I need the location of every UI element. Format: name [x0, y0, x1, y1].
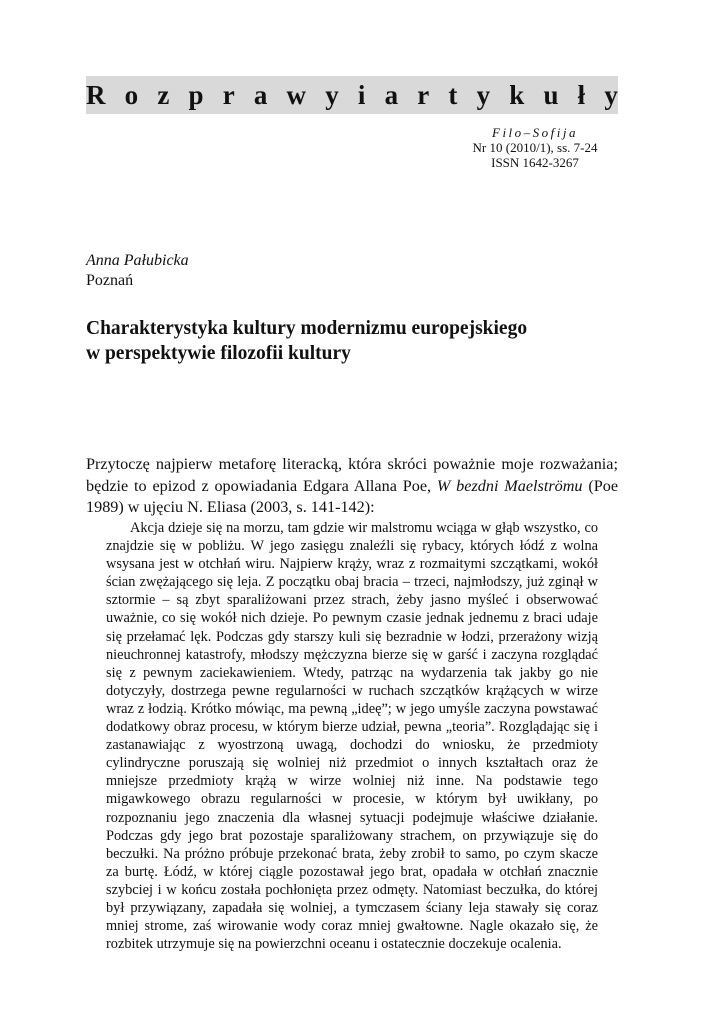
intro-paragraph — [86, 454, 618, 519]
intro-text-after: (Poe 1989) w ujęciu N. Eliasa (2003, s. 141-142): — [86, 476, 619, 516]
journal-info — [455, 125, 615, 170]
block-quote — [106, 519, 598, 953]
section-title-letter: u — [543, 80, 559, 110]
section-title-letter: y — [476, 80, 491, 110]
journal-issn: ISSN 1642-3267 — [491, 155, 579, 170]
section-title-letter: y — [325, 80, 339, 110]
section-title-letter: y — [604, 80, 618, 110]
intro-book-title: W bezdni Maelströmu — [436, 476, 583, 495]
section-title — [86, 79, 618, 111]
article-title-line-2: w perspektywie filozofii kultury — [86, 343, 351, 364]
section-title-letter: k — [509, 80, 525, 110]
journal-issue: Nr 10 (2010/1), ss. 7-24 — [472, 140, 598, 155]
section-title-letter: w — [286, 80, 307, 110]
section-title-letter: i — [357, 80, 366, 110]
author-name: Anna Pałubicka — [86, 252, 189, 269]
author-city: Poznań — [86, 272, 134, 289]
section-title-letter: r — [417, 80, 430, 110]
section-title-letter: p — [188, 80, 204, 110]
journal-name: Filo–Sofija — [492, 125, 578, 140]
section-title-letter: o — [124, 80, 139, 110]
section-title-letter: r — [222, 80, 235, 110]
article-title — [86, 316, 626, 366]
article-title-line-1: Charakterystyka kultury modernizmu europejskiego — [86, 318, 528, 339]
section-title-letter: t — [448, 80, 458, 110]
intro-text-before: Przytoczę najpierw metaforę literacką, która skróci poważnie moje rozważania; będzie to epizod z opowiadania Edgara Allana Poe, — [86, 455, 618, 495]
section-title-letter: a — [253, 80, 268, 110]
author-block — [86, 251, 189, 291]
section-title-letter: R — [86, 80, 106, 110]
section-title-letter: ł — [577, 80, 586, 110]
quote-text: Akcja dzieje się na morzu, tam gdzie wir malstromu wciąga w głąb wszystko, co znajdzie się w pobliżu. W jego zasięgu znaleźli się rybacy, których łódź z wolna wsysana jest w otchłań wiru. Najpierw krąży, wraz z rozmaitymi szczątkami, wokół ścian zwężającego się leja. Z początku obaj bracia – trzeci, najmłodszy, już zginął w sztormie – są zbyt sparaliżowani przez strach, żeby jasno myśleć i obserwować uważnie, co się wokół nich dzieje. Po pewnym czasie jednak jednemu z braci udaje się przełamać lęk. Podczas gdy starszy kuli się bezradnie w łodzi, przerażony wizją nieuchronnej katastrofy, młodszy mężczyzna bierze się w garść i zaczyna rozglądać się z pewnym zaciekawieniem. Wtedy, patrząc na wydarzenia tak jakby go nie dotyczyły, dostrzega pewne regularności w ruchach szczątków krążących w wirze wraz z łodzią. Krótko mówiąc, ma pewną „ideę”; w jego umyśle zaczyna powstawać dodatkowy obraz procesu, w którym bierze udział, pewna „teoria”. Rozglądając się i zastanawiając z wyostrzoną uwagą, dochodzi do wniosku, że przedmioty cylindryczne poruszają się wolniej niż przedmiot o innych kształtach oraz że mniejsze przedmioty krążą w wirze wolniej niż inne. Na podstawie tego migawkowego obrazu regularności w procesie, w którym był uwikłany, po rozpoznaniu jego znaczenia dla własnej sytuacji podejmuje właściwe działanie. Podczas gdy jego brat pozostaje sparaliżowany strachem, on przywiązuje się do beczułki. Na próżno próbuje przekonać brata, żeby zrobił to samo, po czym skacze za burtę. Łódź, w której ciągle pozostawał jego brat, opadała w otchłań znacznie szybciej i w końcu została pochłonięta przez odmęty. Natomiast beczułka, do której był przywiązany, zapadała się wolniej, a tymczasem ściany leja stawały się coraz mniej strome, zaś wirowanie wody coraz mniej gwałtowne. Nagle okazało się, że rozbitek utrzymuje się na powierzchni oceanu i ostatecznie doczekuje ocalenia. — [106, 520, 598, 953]
section-title-letter: a — [384, 80, 399, 110]
section-title-letter: z — [157, 80, 170, 110]
